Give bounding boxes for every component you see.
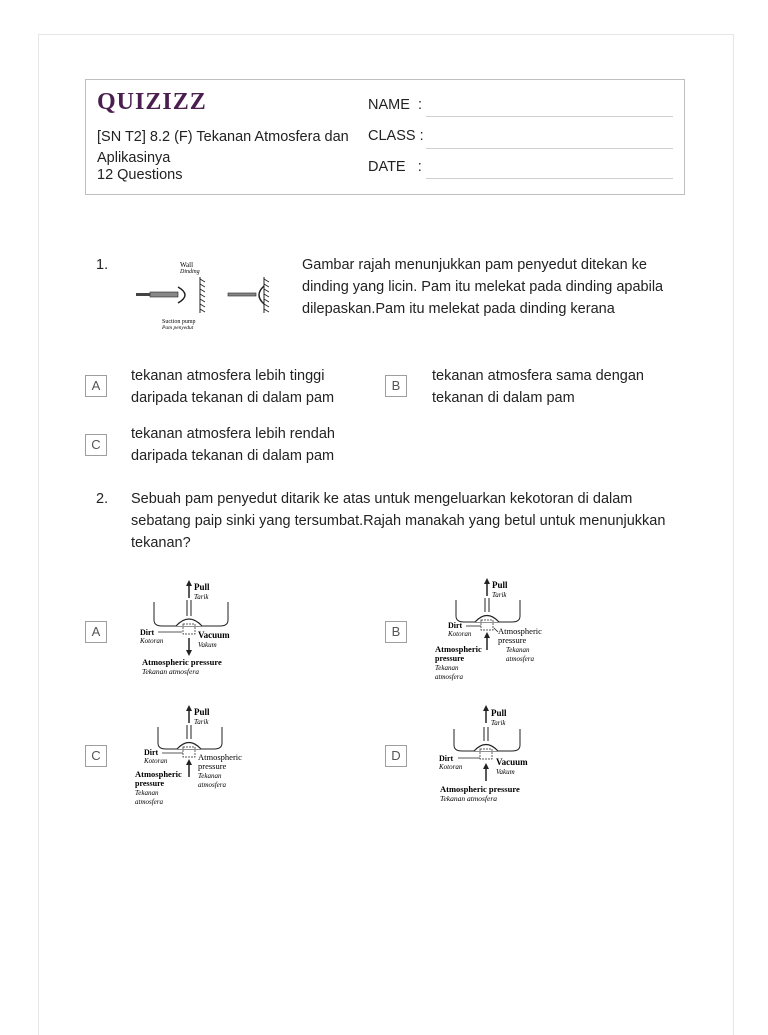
quizizz-logo: [97, 88, 207, 115]
svg-text:pressure: pressure: [135, 779, 165, 788]
svg-text:Atmospheric: Atmospheric: [435, 644, 482, 654]
option-c-box[interactable]: C: [85, 745, 107, 767]
svg-text:Vacuum: Vacuum: [198, 630, 230, 640]
svg-text:Pull: Pull: [492, 580, 508, 590]
name-field[interactable]: [426, 116, 673, 117]
svg-text:Kotoran: Kotoran: [140, 637, 164, 645]
date-field[interactable]: [426, 178, 673, 179]
svg-text:Atmospheric: Atmospheric: [198, 752, 242, 762]
svg-text:Suction pump: Suction pump: [162, 319, 196, 325]
svg-text:Tekanan: Tekanan: [435, 664, 459, 672]
class-field[interactable]: [426, 148, 673, 149]
svg-text:Tekanan atmosfera: Tekanan atmosfera: [142, 667, 200, 676]
option-a-box[interactable]: A: [85, 621, 107, 643]
svg-text:Atmospheric pressure: Atmospheric pressure: [440, 784, 520, 794]
svg-text:Tekanan: Tekanan: [135, 789, 159, 797]
svg-text:Tarik: Tarik: [491, 719, 506, 727]
svg-text:Atmospheric: Atmospheric: [135, 769, 182, 779]
option-a-text[interactable]: tekanan atmosfera lebih tinggi daripada tekanan di dalam pam: [131, 368, 335, 406]
svg-text:Dirt: Dirt: [144, 748, 159, 757]
svg-text:atmosfera: atmosfera: [506, 655, 534, 663]
svg-text:Tekanan atmosfera: Tekanan atmosfera: [440, 794, 498, 803]
svg-text:atmosfera: atmosfera: [135, 798, 163, 806]
option-b-box[interactable]: B: [385, 375, 407, 397]
option-c-text[interactable]: tekanan atmosfera lebih rendah daripada tekanan di dalam pam: [131, 426, 335, 464]
svg-text:QUIZIZZ: QUIZIZZ: [97, 89, 207, 115]
option-c-figure[interactable]: [134, 703, 259, 815]
quiz-title: [SN T2] 8.2 (F) Tekanan Atmosfera dan Aplikasinya: [97, 129, 349, 166]
svg-text:Tekanan: Tekanan: [198, 772, 222, 780]
svg-text:Tarik: Tarik: [194, 593, 209, 601]
svg-text:Dirt: Dirt: [140, 628, 155, 637]
option-d-figure[interactable]: [436, 703, 556, 809]
svg-text:Pull: Pull: [194, 707, 210, 717]
svg-text:atmosfera: atmosfera: [198, 781, 226, 789]
option-a-figure[interactable]: [134, 578, 254, 680]
date-label: DATE :: [368, 159, 422, 175]
option-d-box[interactable]: D: [385, 745, 407, 767]
svg-text:Kotoran: Kotoran: [144, 757, 168, 765]
question-number: 1.: [96, 257, 109, 273]
svg-text:pressure: pressure: [435, 654, 465, 663]
svg-text:Atmospheric: Atmospheric: [498, 626, 542, 636]
svg-text:Tekanan: Tekanan: [506, 646, 530, 654]
svg-text:Pam penyedut: Pam penyedut: [162, 325, 194, 331]
question-text: Sebuah pam penyedut ditarik ke atas untuk mengeluarkan kekotoran di dalam sebatang paip sinki yang tersumbat.Rajah manakah yang betul untuk menunjukkan tekanan?: [131, 491, 666, 551]
svg-text:Dirt: Dirt: [439, 754, 454, 763]
svg-text:Kotoran: Kotoran: [448, 630, 472, 638]
svg-text:Kotoran: Kotoran: [439, 763, 463, 771]
option-c-box[interactable]: C: [85, 434, 107, 456]
svg-text:Wall: Wall: [180, 261, 194, 269]
question-count: 12 Questions: [97, 167, 183, 183]
class-label: CLASS :: [368, 128, 424, 144]
question-text: Gambar rajah menunjukkan pam penyedut ditekan ke dinding yang licin. Pam itu melekat pada dinding apabila dilepaskan.Pam itu melekat pada dinding kerana: [302, 257, 664, 317]
name-label: NAME :: [368, 97, 422, 113]
svg-text:atmosfera: atmosfera: [435, 673, 463, 681]
question-number: 2.: [96, 491, 109, 507]
option-b-box[interactable]: B: [385, 621, 407, 643]
svg-text:Pull: Pull: [491, 708, 507, 718]
svg-text:Tarik: Tarik: [492, 591, 507, 599]
option-a-box[interactable]: A: [85, 375, 107, 397]
svg-text:Vacuum: Vacuum: [496, 757, 528, 767]
option-b-figure[interactable]: [432, 576, 557, 688]
option-b-text[interactable]: tekanan atmosfera sama dengan tekanan di dalam pam: [432, 368, 644, 406]
svg-text:Atmospheric pressure: Atmospheric pressure: [142, 657, 222, 667]
svg-text:pressure: pressure: [198, 761, 227, 771]
suction-pump-wall-figure: [130, 257, 278, 337]
svg-text:Vakum: Vakum: [198, 641, 217, 649]
svg-text:Dinding: Dinding: [180, 269, 200, 275]
svg-text:Vakum: Vakum: [496, 768, 515, 776]
svg-text:Tarik: Tarik: [194, 718, 209, 726]
svg-text:Pull: Pull: [194, 582, 210, 592]
svg-text:pressure: pressure: [498, 635, 527, 645]
svg-text:Dirt: Dirt: [448, 621, 463, 630]
